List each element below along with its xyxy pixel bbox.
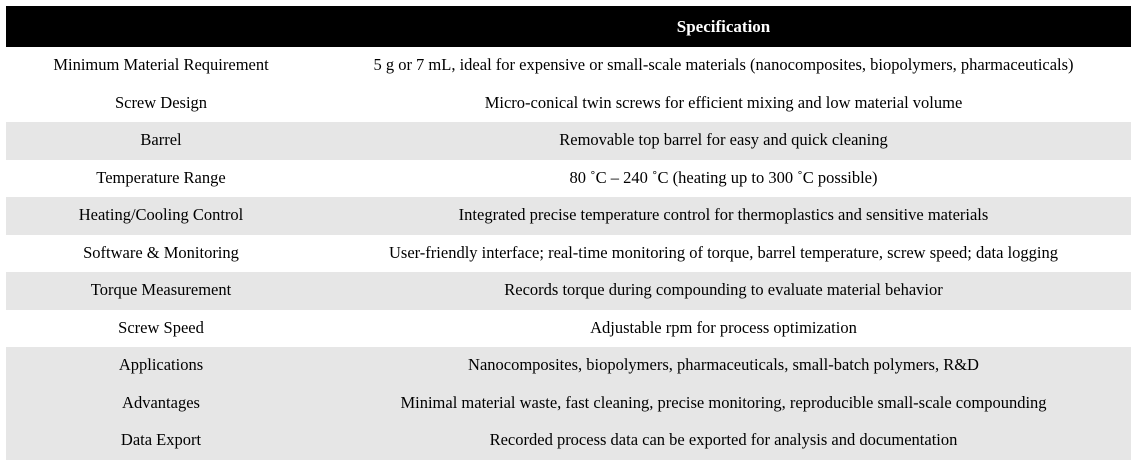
table-cell-label: Applications: [6, 347, 316, 385]
table-cell-label: Temperature Range: [6, 160, 316, 198]
table-row: [6, 160, 1131, 198]
table-cell-label: Torque Measurement: [6, 272, 316, 310]
table-body: [6, 47, 1131, 460]
table-cell-value: 80 ˚C – 240 ˚C (heating up to 300 ˚C possible): [316, 160, 1131, 198]
table-row: [6, 385, 1131, 423]
table-header: [6, 6, 1131, 47]
table-cell-value: Removable top barrel for easy and quick cleaning: [316, 122, 1131, 160]
table-cell-label: Data Export: [6, 422, 316, 460]
column-header-specification: Specification: [316, 6, 1131, 47]
table-cell-value: Integrated precise temperature control for thermoplastics and sensitive materials: [316, 197, 1131, 235]
table-cell-label: Screw Speed: [6, 310, 316, 348]
table-cell-label: Barrel: [6, 122, 316, 160]
table-cell-label: Minimum Material Requirement: [6, 47, 316, 85]
table-cell-value: Nanocomposites, biopolymers, pharmaceuticals, small-batch polymers, R&D: [316, 347, 1131, 385]
table-cell-label: Screw Design: [6, 85, 316, 123]
table-cell-label: Heating/Cooling Control: [6, 197, 316, 235]
specification-table: [6, 6, 1131, 460]
table-cell-value: Records torque during compounding to evaluate material behavior: [316, 272, 1131, 310]
column-header-blank: [6, 6, 316, 47]
table-row: [6, 235, 1131, 273]
table-row: [6, 122, 1131, 160]
table-row: [6, 347, 1131, 385]
table-row: [6, 85, 1131, 123]
table-cell-value: Micro-conical twin screws for efficient mixing and low material volume: [316, 85, 1131, 123]
table-row: [6, 310, 1131, 348]
table-cell-value: Adjustable rpm for process optimization: [316, 310, 1131, 348]
table-row: [6, 197, 1131, 235]
table-cell-value: Minimal material waste, fast cleaning, precise monitoring, reproducible small-scale compounding: [316, 385, 1131, 423]
table-cell-value: 5 g or 7 mL, ideal for expensive or small-scale materials (nanocomposites, biopolymers, pharmaceuticals): [316, 47, 1131, 85]
table-cell-value: Recorded process data can be exported for analysis and documentation: [316, 422, 1131, 460]
table-row: [6, 422, 1131, 460]
table-row: [6, 272, 1131, 310]
table-cell-value: User-friendly interface; real-time monitoring of torque, barrel temperature, screw speed; data logging: [316, 235, 1131, 273]
table-cell-label: Advantages: [6, 385, 316, 423]
table-cell-label: Software & Monitoring: [6, 235, 316, 273]
table-header-row: [6, 6, 1131, 47]
table-row: [6, 47, 1131, 85]
